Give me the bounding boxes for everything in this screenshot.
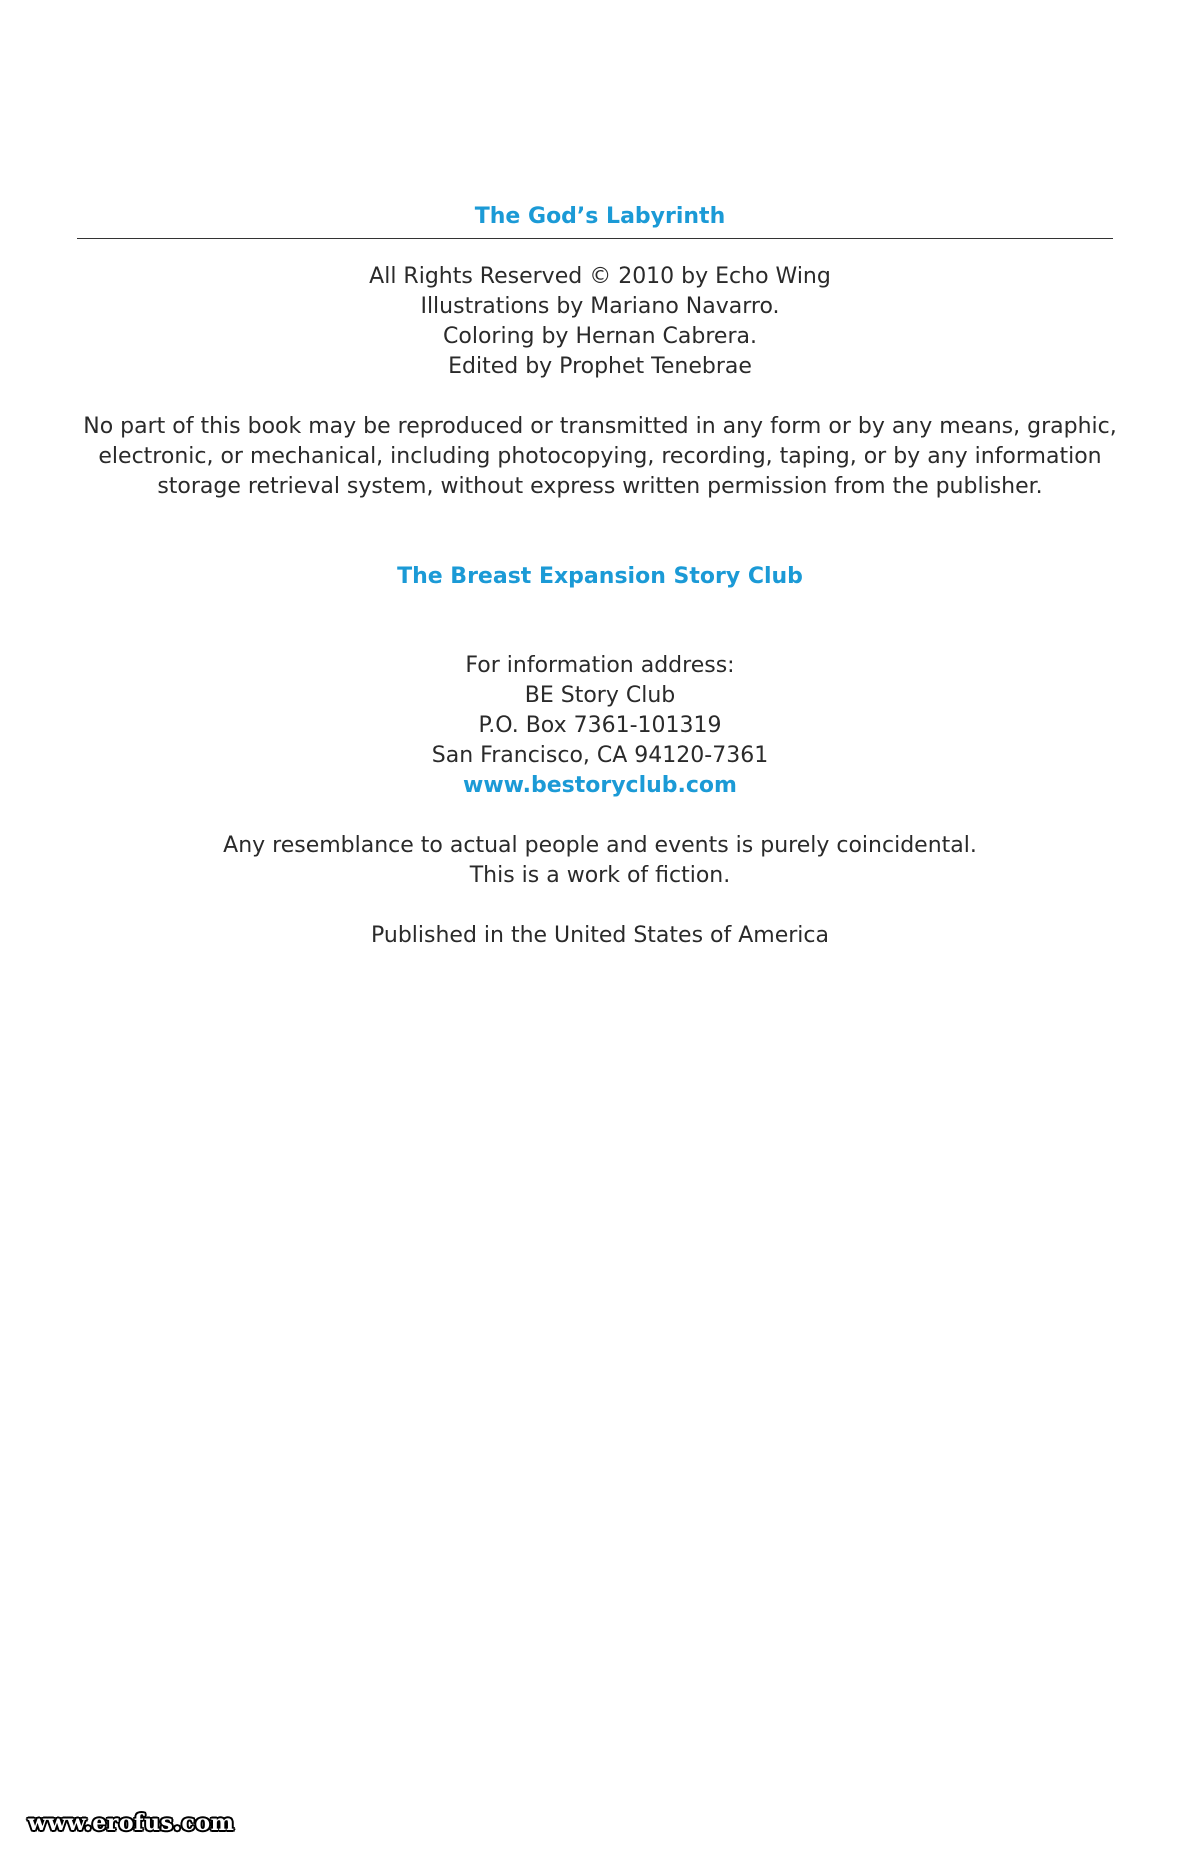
publisher-heading: The Breast Expansion Story Club — [397, 564, 803, 589]
address-line: BE Story Club — [524, 683, 676, 708]
website-link[interactable]: www.bestoryclub.com — [463, 773, 737, 798]
site-watermark: www.erofus.com — [28, 1810, 235, 1836]
disclaimer-block — [0, 831, 1200, 891]
published-in — [0, 921, 1200, 951]
address-line: San Francisco, CA 94120-7361 — [431, 743, 769, 768]
credit-line-coloring: Coloring by Hernan Cabrera. — [443, 324, 757, 349]
credits-block — [0, 262, 1200, 382]
disclaimer-line: This is a work of fiction. — [469, 863, 731, 888]
address-line: P.O. Box 7361-101319 — [478, 713, 722, 738]
legal-line: storage retrieval system, without express written permission from the publisher. — [157, 474, 1043, 499]
book-title: The God’s Labyrinth — [474, 204, 726, 229]
address-line: For information address: — [465, 653, 735, 678]
published-in-line: Published in the United States of America — [371, 923, 829, 948]
credit-line-editor: Edited by Prophet Tenebrae — [448, 354, 752, 379]
legal-line: No part of this book may be reproduced or transmitted in any form or by any means, graphic, — [83, 414, 1117, 439]
credit-line-illustrations: Illustrations by Mariano Navarro. — [420, 294, 780, 319]
title-divider — [77, 238, 1113, 239]
credit-line-copyright: All Rights Reserved © 2010 by Echo Wing — [369, 264, 831, 289]
address-block — [0, 651, 1200, 801]
disclaimer-line: Any resemblance to actual people and events is purely coincidental. — [223, 833, 977, 858]
legal-line: electronic, or mechanical, including photocopying, recording, taping, or by any information — [98, 444, 1102, 469]
legal-notice — [80, 412, 1120, 502]
